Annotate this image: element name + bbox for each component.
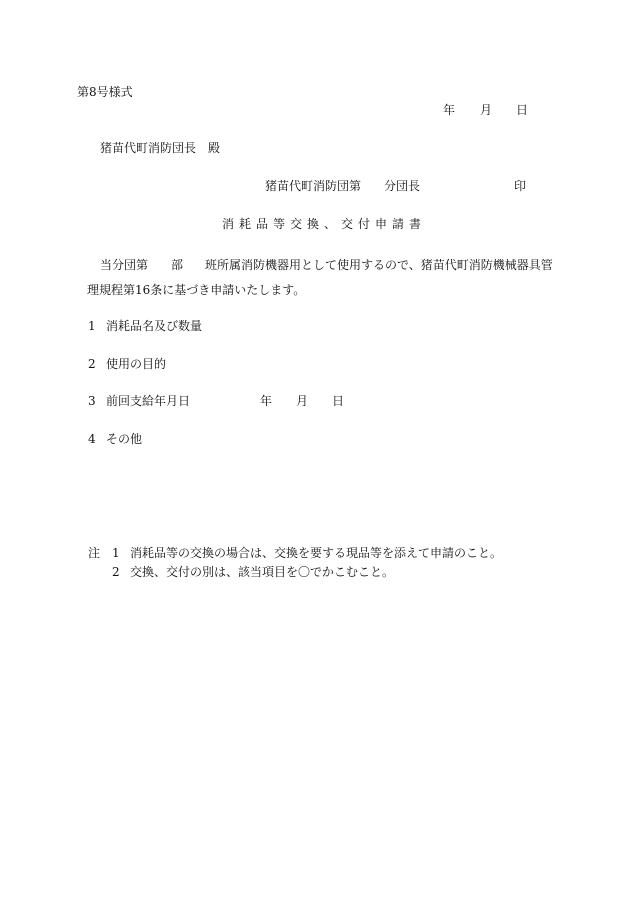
document-title: 消耗品等交換、交付申請書 (222, 217, 427, 231)
body-line2: 理規程第16条に基づき申請いたします。 (87, 283, 306, 297)
item-label: 使用の目的 (106, 357, 167, 371)
body-prefix: 当分団第 (100, 258, 149, 272)
item-label: 消耗品名及び数量 (106, 319, 203, 333)
note-text: 交換、交付の別は、該当項目を〇でかこむこと。 (130, 565, 395, 579)
item-date-day: 日 (332, 394, 345, 408)
item-label: 前回支給年月日 (106, 394, 191, 408)
date-month: 月 (480, 103, 493, 117)
note-number: 2 (112, 565, 120, 579)
item-number: 2 (88, 357, 96, 371)
body-line1: 班所属消防機器用として使用するので、猪苗代町消防機械器具管 (205, 258, 553, 272)
notes-label: 注 (88, 546, 101, 560)
item-date-year: 年 (260, 394, 273, 408)
applicant-org: 猪苗代町消防団第 (265, 179, 362, 193)
date-year: 年 (443, 103, 456, 117)
applicant-role: 分団長 (384, 179, 421, 193)
item-number: 4 (88, 432, 96, 446)
date-day: 日 (516, 103, 529, 117)
note-text: 消耗品等の交換の場合は、交換を要する現品等を添えて申請のこと。 (130, 546, 503, 560)
form-number: 第8号様式 (77, 85, 133, 99)
note-number: 1 (112, 546, 120, 560)
item-number: 3 (88, 394, 96, 408)
item-number: 1 (88, 319, 96, 333)
seal-mark: 印 (514, 179, 527, 193)
item-date-month: 月 (296, 394, 309, 408)
body-bu: 部 (171, 258, 184, 272)
addressee: 猪苗代町消防団長 殿 (100, 141, 221, 155)
item-label: その他 (106, 432, 143, 446)
